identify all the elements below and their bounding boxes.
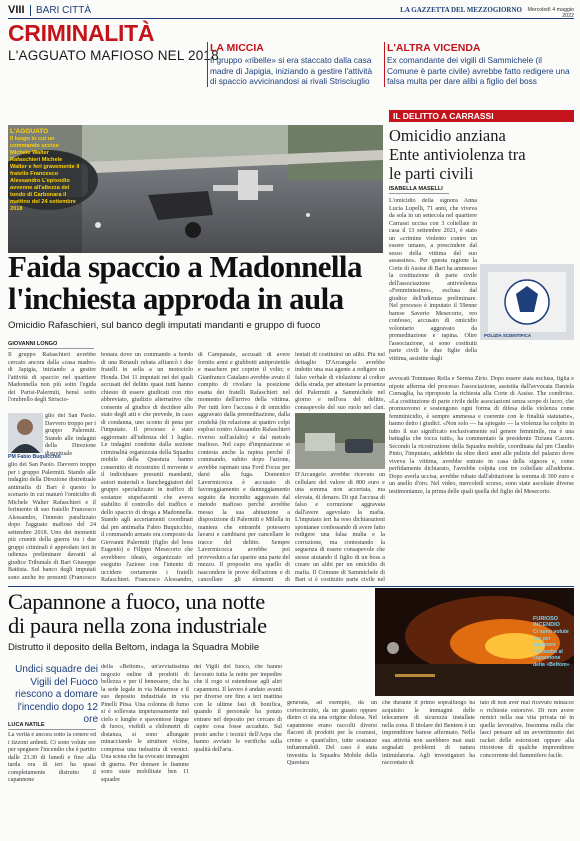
right-text-top: L'omicidio della signora Anna Lucia Lupelli, 71 anni, che viveva da sola in un settecola nel quartiere Carrassi uccisa con 3 coltellate in casa il 13 settembre 2021, è stato un «crimine violento contro un essere umano, a prescindere dal sesso della vittima del suo assassino». Per questa ragione la Corte di Assise di Bari ha ammesso la costituzione di parte civile dell'associazione antiviolenza «Femminissimo», esclusa dal giudice dell'udienza preliminare. Nel processo è imputato il 59enne barese Saverio Mesecorto, reo confesso, accusato di omicidio volontario aggravato da premeditazione e rapina. Oltre l'associazione, si sono costituiti parte civili le due figlie della vittima, assistite dagli [389,198,477,362]
main-subheadline: Omicidio Rafaschieri, sul banco degli imputati mandanti e gruppo di fuoco [8,320,321,331]
main-author: GIOVANNI LONGO [8,341,94,349]
right-banner [389,110,574,122]
right-banner-text: IL DELITTO A CARRASSI [393,111,494,121]
page-number: VIII [8,4,25,16]
sidebar-la-miccia [207,42,376,87]
page-header [8,4,574,19]
bottom-headline-line2: di paura nella zona industriale [8,613,267,638]
section-kicker: CRIMINALITÀ [8,20,155,46]
fire-small-photo [295,413,385,469]
main-col1-wrap: glio del San Paolo. Davvero troppo per i gruppo Palermiti. Stando alle indagini della Direzione distrettuale [45,413,96,456]
fire-caption-title: FURIOSO INCENDIO [533,616,560,628]
main-headline-line2: l'inchiesta approda in aula [8,281,344,316]
fire-caption-text: Ci sono volute ore per spegnere l'incendio al capannone della «Beltom» [533,629,570,668]
photo-caption [10,128,80,213]
bottom-subheadline: Distrutto il deposito della Beltom, indaga la Squadra Mobile [8,642,260,653]
bottom-author: LUCA NATILE [8,722,96,730]
main-col4-top: lentati di costituirsi un alibi. Più nel dettaglio D'Arcangelo avrebbe indotto una sua agente a redigere un falso verbale di violazione al codice della strada, per attestare la presenza del Palermiti a Sammichele nel giorno e nell'ora del delitto, consapevole del suo ruolo nel clan. [295,352,385,411]
bottom-col6: tato di non aver mai ricevuto minacce o richieste estorsive. Di non avere nemici nella sua vita privata né in quella lavorativa. Insomma nulla che lasci pensare ad un avvertimento dei racket delle estorsioni oppure alla ritorsione di qualche imprenditore concorrente del fiammifero facile. [480,700,574,759]
masthead-logo: LA GAZZETTA DEL MEZZOGIORNO [400,6,522,14]
right-headline: Omicidio anziana Ente antiviolenza tra le parti civili [389,126,526,183]
main-col1-intro: Il gruppo Rafaschieri avrebbe cercato ancora dalla «casa madre» di Japigia, iniziando a gestire l'attività di spaccio nel quartiere Madonnella non più sotto l'egida dei Parisi-Palermiti, bensì sotto l'ombrello degli Striscio- [8,352,96,403]
main-headline [8,251,384,315]
main-col3: di Campanale, accusati di avere fornito armi e giubbotti antiproiettile e maschere per coprire il volto; e Gianfranco Catalano avrebbe avuto il compito di rivelare la posizione esatta dei fratelli Rafaschieri nel momento dell'arrivo della vittima. Per tutti loro l'accusa è di omicidio aggravato dalla premeditazione, dalla crudeltà (in relazione ai quattro colpi esplosi contro Alessandro Rafaschieri riverso sull'asfalto) e dal metodo mafioso. Nel capo d'imputazione si contesta anche la rapina perché il commando, subito dopo l'azione, avrebbe rapinato una Ford Focus per darsi alla fuga. Domenico Lavermicocca è accusato di favoreggiamento e danneggiamento seguito da incendio aggravato dal metodo mafioso perché avrebbe messo la sua abitazione a disposizione di Palermiti e Milella in maniera che entrambi potessero lavarsi e cambiarsi per cancellare le tracce del delitto. Sempre Lavermicocca avrebbe poi provveduto a far sparire una parte del mezzo. Il proposito era quello di nascondere le prove dell'azione e di cancellare gli elementi di [198,352,290,582]
section-name: BARI CITTÀ [36,5,92,16]
section-subkicker: L'AGGUATO MAFIOSO NEL 2018 [8,48,219,63]
col1-cont-text: glio del San Paolo. Davvero troppo per i gruppo Palermiti. Stando alle indagini della Direzione distrettuale antimafia di Bari è questo lo scenario in cui maturò l'omicidio di Michele Walter Rafaschieri e il ferimento di suo fratello Francesco Alessandro, l'innesto paralizzato dopo l'agguato mafioso del 24 settembre 2018. Uno dei momenti più cruenti della guerra tra i due gruppi criminali è approdato ieri in udienza preliminare davanti al giudice Tribunale di Bari Giuseppe Battista. Sul banco degli imputati sono anche tre presunti (Francesco [8,462,96,580]
right-author: ISABELLA MASELLI [389,186,449,194]
fire-photo [375,588,574,696]
issue-date: Mercoledì 4 maggio 2022 [527,7,574,19]
section-divider-line [8,586,574,587]
photo-caption-text: Il luogo in cui un commando uccise Michele Walter Rafaschieri Michele Walter e feri gravemente il fratello Francesco Alessandro L'episodio avvenne all'altezza del tondo di Carbonara il mattino del 24 settembre 2018 [10,136,80,212]
main-col1-cont [8,462,96,580]
fire-photo-caption [533,616,573,668]
sidebar-title: L'ALTRA VICENDA [387,42,481,54]
bottom-headline [8,590,398,638]
right-text-bottom: avvocati Tommaso Rella e Serena Zirio. Dopo essere stata esclusa, figlia e nipote afferma del processo l'associazione, assistita dall'avvocata Daniela Cornaglia, ha riproposto la richiesta alla Corte di Assise. The condiviso. «La costituzione di parte civile delle associazioni senza scopo di lucro, che promuovono e sostengono ogni forma di difesa della violenza come femminicidio, è sempre ammessa e coerente con le finalità statutarie», hanno detto i giudici. «Non solo — ha spiegato — la violenza ha colpito in tutto il suo significato esclusivamente sul genere femminile, ma è una battaglia che tocca tutti», ha commentato la presidente Tiziana Cazore. Secondo la ricostruzione della Squadra mobile, coordinata dal pm Claudio Pinto, l'imputato, addebito da oltre dieci anni alle pulizie del palazzo dove viveva la vittima, avrebbe entrato in casa della signora e, come perfidamente dichiarato, l'avrebbe colpita con tre coltellate all'addome. Dopo averla uccisa, avrebbe rubato dall'abitazione la somma di 300 euro e un anello d'oro. Nel video, mercoledì scorso, sono state ascoltate diverse testimonianze, la prima delle quali quella del figlio del Mesecorto. [389,376,574,495]
main-col2: bonara dove un commando a bordo di una Renault rubata affiancò i due fratelli in sella a un motociclo Honda. Dei 11 imputati nei dei quali accusati del delitto quasi tutti hanno chiesto di essere giudicati con rito abbreviato, giudizio alternativo che consente al giudice di decidere allo stato degli atti e che prevede, in caso di condanna, uno sconto di pena per l'imputato. Il processo è stato aggiornato all'udienza del 1 luglio. Le indagini condotte dalla sezione criminalità organizzata della Squadra mobile della Questura hanno consentito di ricostruire il movente e il individuare presunti mandanti, autori materiali e fiancheggiatori del gruppo specializzato in traffico di sostanze stupefacenti che aveva stabilito il controllo del traffico e dello spaccio di droga a Madonnella. Stando agli accertamenti coordinati dal pm antimafia Fabio Buquicchio, il commando armato era composto da Giovanni Palermiti (figlio del boss Eugenio) e Filippo Mesecorto che avrebbero ideato, organizzato ed eseguito l'azione con l'intento di uccidere certamente i fratelli Rafaschieri. Francesco Alessandro, [101,352,193,582]
bottom-col3: dei Vigili del fuoco, che hanno lavorato tutta la notte per impedire che il rogo si estendesse agli altri capannoni. Il lavoro è andato avanti per diverse ore fino a ieri mattina con le ultime fasi di bonifica, quando il personale ha potuto entrare nel deposito per cercare di capire cosa fosse accaduto. Sul posto anche i tecnici dell'Arpa che hanno avviato le verifiche sulla qualità dell'aria. [194,664,282,753]
sidebar-text: Ex comandante dei vigili di Sammichele (il Comune è parte civile) avrebbe fatto redigere una falsa multa per dare alibi a figlio del boss [387,55,570,86]
bottom-col5: che durante il primo sopralluogo ha acquisito le immagini delle telecamere di sicurezza installate nella zona. Il titolare dei Bentem è un imprenditore barese affermato. Nella sua attività non sarebbero mai stati segnalati problemi di natura intimidatoria. Agli investigatori ha raccontato di [382,700,475,766]
sidebar-altra-vicenda [384,42,575,87]
bottom-headline-line1: Capannone a fuoco, una notte [8,589,265,614]
section-divider [30,5,31,16]
main-col4-bottom: D'Arcangelo avrebbe ricevuto un cellulare del valore di 800 euro e una somma non accertata, ma elevata, di denaro. Di qui l'accusa di falso e corruzione aggravata dall'avere agevolato la mafia. L'imputato ieri ha reso dichiarazioni spontanee confessando di avere fatto redigere una falsa multa e la corruzione, ma contestando la seguenza di essere consapevole che stesse aiutando il figlio di un boss a creare un alibi per un omicidio di mafia. Il Comune di Sammichele di Bari si è costituito parte civile nel [295,472,385,582]
bottom-col1: La verità è ancora sotto la cenere ed i tizzoni ardenti. Ci sono volute ore per spegnere l'incendio che è partito dalle 23.30 di lunedì e fino alla tarda ora di ieri ha quasi completamente distrutto il capannone [8,732,96,783]
main-headline-line1: Faida spaccio a Madonnella [8,249,362,284]
police-photo [480,264,574,340]
sidebar-text: Il gruppo «ribelle» si era staccato dalla casa madre di Japigia, iniziando a gestire l'attività di spaccio avvicinandosi ai rivali Strisciuglio [210,55,373,86]
photo-caption-title: L'AGGUATO [10,128,49,135]
bottom-col4: generata, ad esempio, da un cortocircuito, da un guasto oppure dietro ci sia una origine dolosa. Nel capannone erano raccolti diversi flaconi di prodotti per la cosmesi, creme e quant'altro, tutte sostanze infiammabili. Del caso è stata investita la Squadra Mobile della Questura [287,700,377,766]
sidebar-title: LA MICCIA [210,42,264,54]
bottom-col2: della «Beltom», un'avviatissima negozio online di prodotti di bellezza e per il benessere, che ha la sede legale in via Matarrese e il suo deposito industriale in via Pinelli Pitsa. Una colonna di fumo si è sollevata impetuosamente nel cielo e lunghe e spaventose lingue di fuoco, visibili a chilometri di distanza, si sono allungate minacciando le strutture vicine, compresa una industria di vernici. Una scena che ha evocato immagini di guerra. Per domare le fiamme sono state mobilitate ben 11 squadre [101,664,189,783]
bottom-pullquote: Undici squadre dei Vigili del Fuoco riescono a domare l'incendio dopo 12 ore [15,664,98,725]
pm-photo [8,413,43,453]
police-badge-text: POLIZIA SCIENTIFICA [484,333,532,338]
pm-photo-caption: PM Fabio Buquicchio [8,454,61,460]
